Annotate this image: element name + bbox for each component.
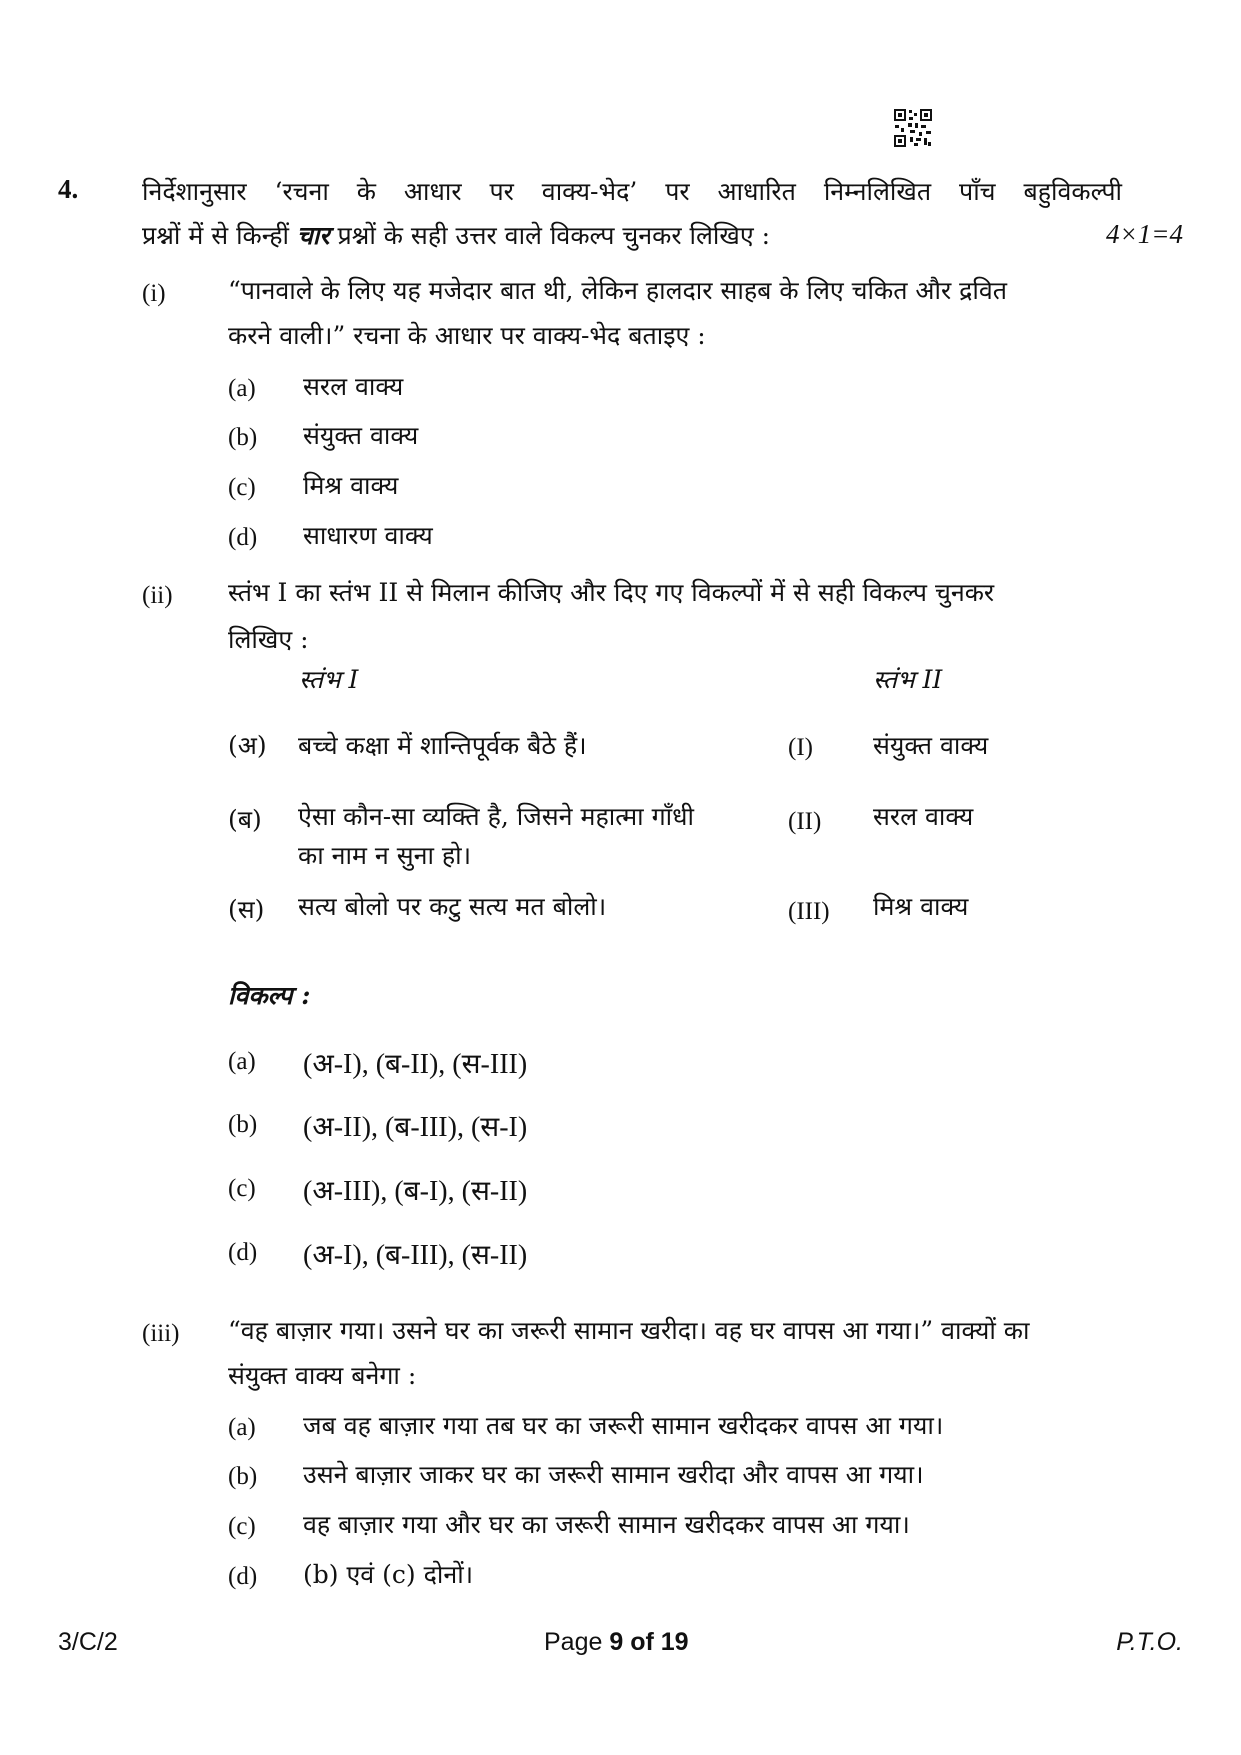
paper-code: 3/C/2	[58, 1628, 118, 1656]
match-left-text: का नाम न सुना हो।	[298, 841, 472, 870]
subquestion-text-line: संयुक्त वाक्य बनेगा :	[228, 1361, 417, 1390]
subquestion-label: (iii)	[142, 1320, 180, 1347]
option-text: (b) एवं (c) दोनों।	[303, 1560, 474, 1589]
match-left-label: (ब)	[228, 805, 262, 834]
option-text: सरल वाक्य	[303, 372, 404, 401]
option-label: (d)	[228, 1239, 258, 1266]
option-text: (अ-I), (ब-II), (स-III)	[303, 1049, 528, 1080]
option-text: मिश्र वाक्य	[303, 471, 399, 500]
page-current: 9	[609, 1628, 624, 1656]
page-total: 19	[660, 1628, 689, 1656]
option-label: (a)	[228, 1414, 256, 1441]
instruction-text-post: प्रश्नों के सही उत्तर वाले विकल्प चुनकर लिखिए :	[337, 221, 771, 250]
subquestion-text-line: “पानवाले के लिए यह मजेदार बात थी, लेकिन हालदार साहब के लिए चकित और द्रवित	[228, 276, 1008, 305]
subquestion-text-line: लिखिए :	[228, 625, 309, 654]
instruction-line-1: निर्देशानुसार ‘रचना के आधार पर वाक्य-भेद’ पर आधारित निम्नलिखित पाँच बहुविकल्पी	[142, 177, 1122, 206]
option-label: (d)	[228, 1563, 258, 1590]
match-left-text: बच्चे कक्षा में शान्तिपूर्वक बैठे हैं।	[298, 731, 587, 760]
column-1-header: स्तंभ I	[299, 665, 359, 694]
option-text: (अ-III), (ब-I), (स-II)	[303, 1176, 528, 1207]
page-prefix: Page	[544, 1628, 603, 1656]
option-text: उसने बाज़ार जाकर घर का जरूरी सामान खरीदा और वापस आ गया।	[303, 1460, 924, 1489]
match-left-text: ऐसा कौन-सा व्यक्ति है, जिसने महात्मा गाँधी	[298, 802, 695, 831]
match-right-text: मिश्र वाक्य	[873, 892, 969, 921]
page-number	[544, 1628, 689, 1657]
subquestion-label: (i)	[142, 280, 166, 307]
match-left-text: सत्य बोलो पर कटु सत्य मत बोलो।	[298, 892, 607, 921]
option-text: संयुक्त वाक्य	[303, 421, 419, 450]
match-right-label: (I)	[788, 734, 813, 761]
option-label: (b)	[228, 1463, 258, 1490]
page-of: of	[630, 1628, 654, 1656]
options-heading: विकल्प :	[228, 981, 311, 1010]
question-marks: 4×1=4	[1106, 219, 1183, 249]
instruction-emphasis: चार	[296, 221, 330, 250]
subquestion-text-line: “वह बाज़ार गया। उसने घर का जरूरी सामान खरीदा। वह घर वापस आ गया।” वाक्यों का	[228, 1316, 1030, 1345]
subquestion-text-line: करने वाली।” रचना के आधार पर वाक्य-भेद बताइए :	[228, 321, 706, 350]
option-label: (a)	[228, 1048, 256, 1075]
question-instruction	[142, 170, 1122, 258]
option-label: (c)	[228, 474, 256, 501]
instruction-line-2	[142, 214, 1122, 258]
option-label: (b)	[228, 424, 258, 451]
option-text: (अ-I), (ब-III), (स-II)	[303, 1240, 528, 1271]
option-label: (c)	[228, 1175, 256, 1202]
question-number: 4.	[58, 174, 79, 204]
option-label: (a)	[228, 375, 256, 402]
subquestion-text-line: स्तंभ I का स्तंभ II से मिलान कीजिए और दिए गए विकल्पों में से सही विकल्प चुनकर	[228, 578, 995, 607]
subquestion-label: (ii)	[142, 582, 173, 609]
instruction-text-pre: प्रश्नों में से किन्हीं	[142, 221, 289, 250]
option-text: (अ-II), (ब-III), (स-I)	[303, 1112, 528, 1143]
match-right-text: संयुक्त वाक्य	[873, 731, 989, 760]
option-text: जब वह बाज़ार गया तब घर का जरूरी सामान खरीदकर वापस आ गया।	[303, 1411, 944, 1440]
match-right-label: (II)	[788, 808, 822, 835]
option-label: (b)	[228, 1111, 258, 1138]
option-text: साधारण वाक्य	[303, 521, 433, 550]
option-label: (c)	[228, 1513, 256, 1540]
option-label: (d)	[228, 524, 258, 551]
match-right-label: (III)	[788, 898, 830, 925]
match-left-label: (स)	[228, 895, 265, 924]
option-text: वह बाज़ार गया और घर का जरूरी सामान खरीदकर वापस आ गया।	[303, 1510, 910, 1539]
column-2-header: स्तंभ II	[873, 665, 943, 694]
pto-label: P.T.O.	[1116, 1628, 1183, 1656]
match-right-text: सरल वाक्य	[873, 802, 974, 831]
qr-code	[893, 108, 933, 148]
match-left-label: (अ)	[228, 731, 267, 760]
